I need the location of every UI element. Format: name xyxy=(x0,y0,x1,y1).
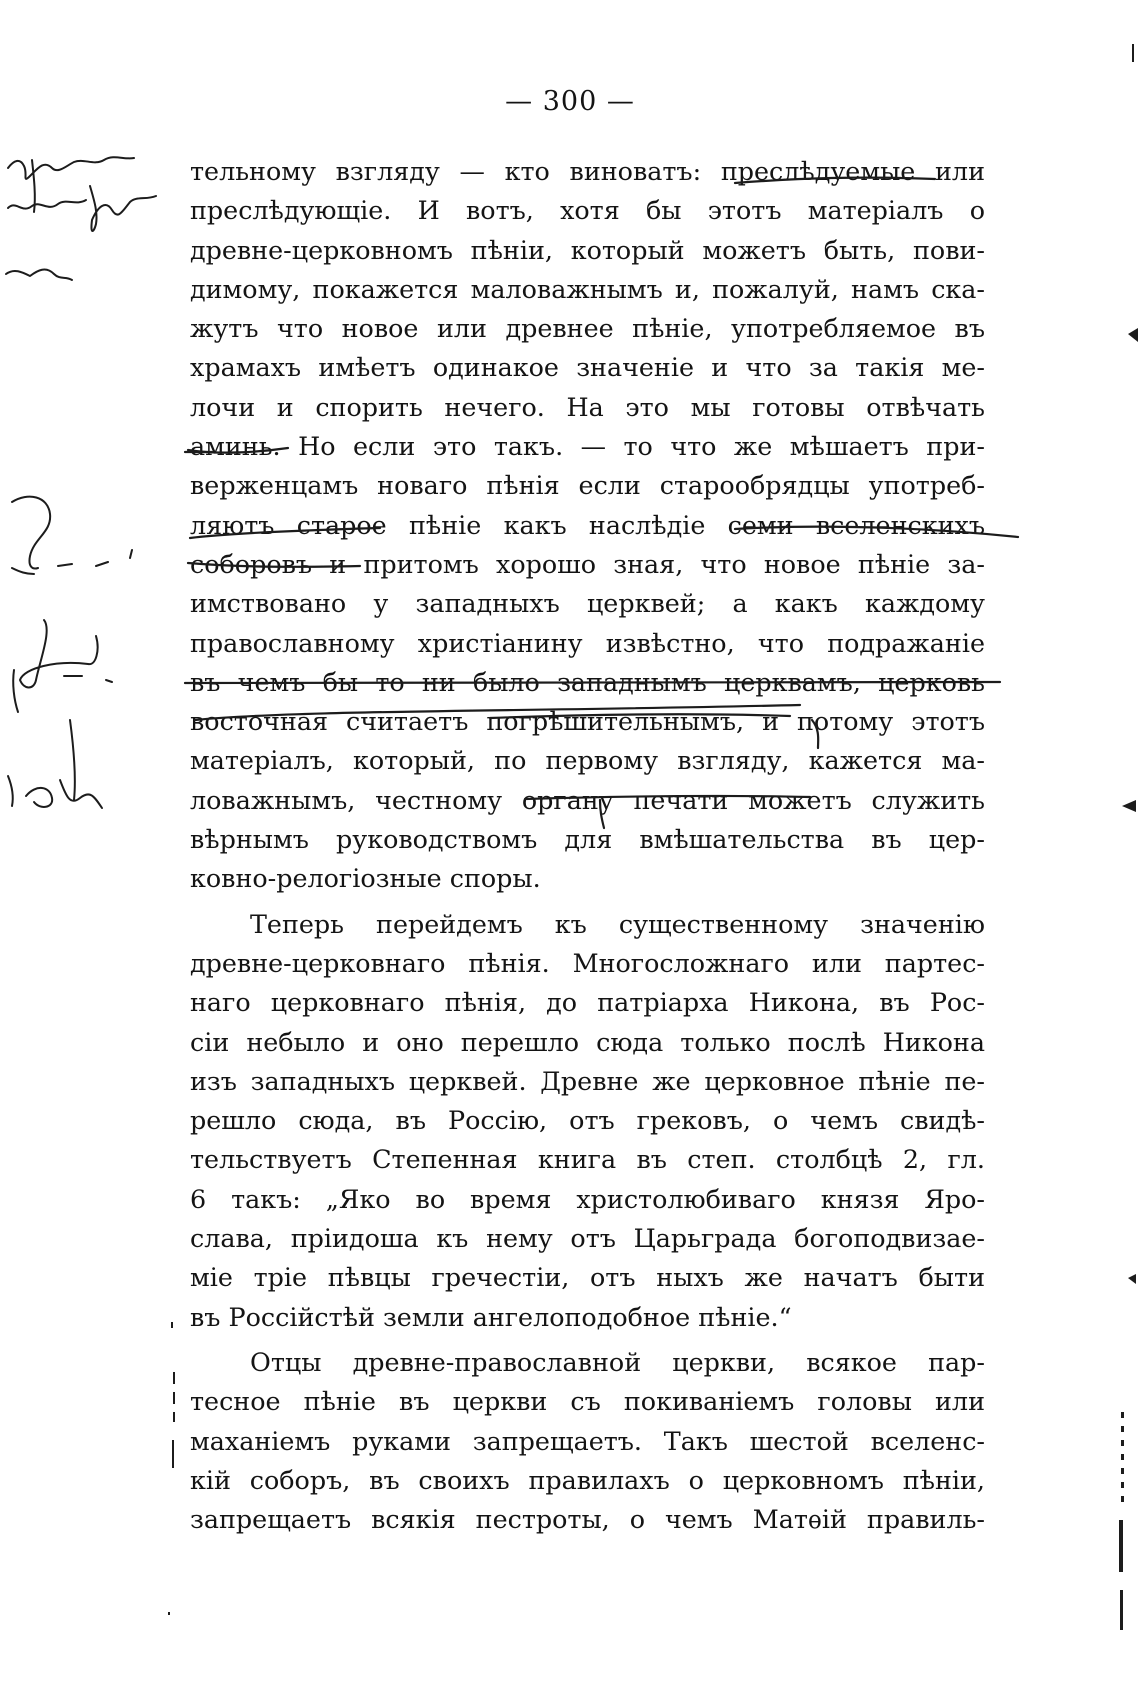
text-line: лочи и спорить нечего. На это мы готовы отвѣчать xyxy=(190,391,985,422)
edge-mark xyxy=(1132,44,1134,62)
edge-mark xyxy=(1121,1440,1124,1446)
text-line: вѣрнымъ руководствомъ для вмѣшательства въ цер- xyxy=(190,824,985,855)
edge-mark xyxy=(1121,1412,1124,1418)
body-text xyxy=(190,152,985,1539)
edge-mark xyxy=(172,1440,174,1468)
text-line: тельному взгляду — кто виноватъ: преслѣдуемые или xyxy=(190,156,985,186)
text-line: соборовъ и притомъ хорошо зная, что новое пѣніе за- xyxy=(190,548,985,579)
text-line: матеріалъ, который, по первому взгляду, кажется ма- xyxy=(190,745,985,776)
margin-note xyxy=(13,670,112,712)
margin-note xyxy=(70,720,75,800)
text-line: аминь. Но если это такъ. — то что же мѣшаетъ при- xyxy=(190,431,985,462)
edge-mark xyxy=(168,1612,170,1615)
edge-mark xyxy=(1120,1590,1123,1630)
text-line: ковно-релогіозные споры. xyxy=(190,863,541,894)
edge-mark xyxy=(1122,800,1136,812)
text-line: маханіемъ руками запрещаетъ. Такъ шестой вселенс- xyxy=(190,1425,985,1456)
text-line: тесное пѣніе въ церкви съ покиваніемъ головы или xyxy=(190,1386,985,1417)
text-line: Теперь перейдемъ къ существенному значенію xyxy=(250,908,985,939)
text-line: сіи небыло и оно перешло сюда только послѣ Никона xyxy=(190,1026,985,1057)
edge-mark xyxy=(1128,328,1138,342)
text-line: храмахъ имѣетъ одинакое значеніе и что за такія ме- xyxy=(190,352,985,383)
text-line: решло сюда, въ Россію, отъ грековъ, о чемъ свидѣ- xyxy=(190,1105,985,1136)
margin-note xyxy=(8,157,134,179)
page-number: — 300 — xyxy=(505,86,635,117)
text-line: жутъ что новое или древнее пѣніе, употребляемое въ xyxy=(190,313,985,344)
edge-mark xyxy=(173,1392,175,1404)
margin-note xyxy=(20,620,98,688)
edge-mark xyxy=(171,1322,173,1328)
text-line: преслѣдующіе. И вотъ, хотя бы этотъ матеріалъ о xyxy=(190,195,985,226)
text-line: изъ западныхъ церквей. Древне же церковное пѣніе пе- xyxy=(190,1065,985,1096)
edge-mark xyxy=(1121,1482,1124,1488)
text-line: Отцы древне-православной церкви, всякое пар- xyxy=(250,1346,985,1377)
margin-note xyxy=(90,186,156,231)
paragraph-2 xyxy=(190,905,985,1337)
edge-mark xyxy=(1121,1454,1124,1460)
text-line: верженцамъ новаго пѣнія если старообрядцы употреб- xyxy=(190,470,985,501)
margin-note xyxy=(12,550,132,574)
text-line: восточная считаетъ погрѣшительнымъ, и потому этотъ xyxy=(190,706,985,737)
text-line: древне-церковномъ пѣніи, который можетъ быть, пови- xyxy=(190,234,985,265)
text-line: запрещаетъ всякія пестроты, о чемъ Матѳій правиль- xyxy=(190,1504,985,1535)
text-line: имствовано у западныхъ церквей; а какъ каждому xyxy=(190,588,985,619)
paragraph-1 xyxy=(190,152,985,899)
edge-mark xyxy=(173,1372,175,1384)
text-line: ловажнымъ, честному органу печати можетъ служить xyxy=(190,784,985,815)
text-line: въ чемъ бы то ни было западнымъ церквамъ, церковь xyxy=(190,666,985,697)
text-line: тельствуетъ Степенная книга въ степ. столбцѣ 2, гл. xyxy=(190,1144,985,1175)
margin-note xyxy=(32,160,35,212)
text-line: православному христіанину извѣстно, что подражаніе xyxy=(190,627,985,658)
edge-mark xyxy=(1121,1468,1124,1474)
edge-mark xyxy=(173,1412,175,1422)
text-line: слава, пріидоша къ нему отъ Царьграда богоподвизае- xyxy=(190,1223,985,1254)
text-line: наго церковнаго пѣнія, до патріарха Никона, въ Рос- xyxy=(190,987,985,1018)
text-line: міе тріе пѣвцы гречестіи, отъ ныхъ же начатъ быти xyxy=(190,1262,985,1293)
text-line: ляютъ старое пѣніе какъ наслѣдіе семи вселенскихъ xyxy=(190,509,985,540)
paragraph-3 xyxy=(190,1343,985,1539)
margin-note xyxy=(8,776,102,808)
margin-note xyxy=(6,270,72,280)
text-line: кій соборъ, въ своихъ правилахъ о церковномъ пѣніи, xyxy=(190,1464,985,1495)
edge-mark xyxy=(1119,1520,1123,1572)
edge-mark xyxy=(1121,1426,1124,1432)
margin-note xyxy=(8,200,86,209)
edge-mark xyxy=(1121,1496,1124,1502)
text-line: древне-церковнаго пѣнія. Многосложнаго или партес- xyxy=(190,947,985,978)
text-line: димому, покажется маловажнымъ и, пожалуй, намъ ска- xyxy=(190,273,985,304)
edge-mark xyxy=(1128,1274,1136,1284)
text-line: въ Россійстѣй земли ангелоподобное пѣніе.“ xyxy=(190,1301,792,1332)
text-line: 6 такъ: „Яко во время христолюбиваго князя Яро- xyxy=(190,1183,985,1214)
margin-note xyxy=(12,497,50,569)
